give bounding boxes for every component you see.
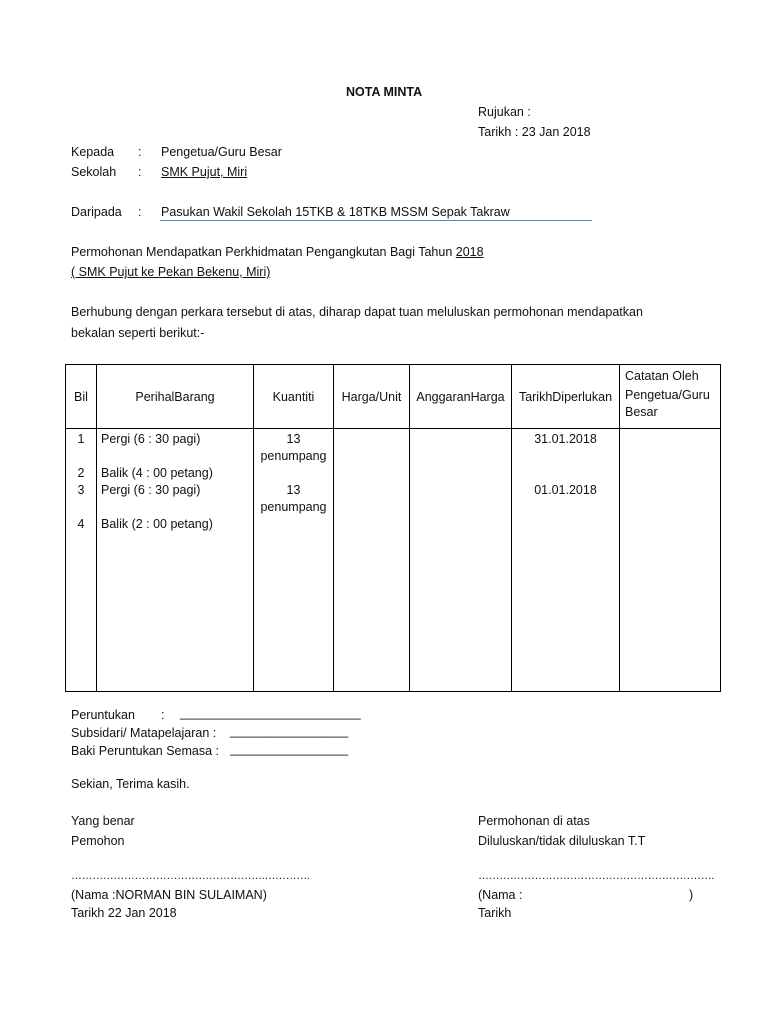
baki-label: Baki Peruntukan Semasa : (71, 744, 219, 758)
baki-line: _________________ (230, 742, 349, 756)
subsidari-label: Subsidari/ Matapelajaran : (71, 726, 217, 740)
nama-left: (Nama :NORMAN BIN SULAIMAN) (71, 888, 267, 902)
bil-3: 3 (77, 483, 85, 497)
tarikh-left: Tarikh 22 Jan 2018 (71, 906, 177, 920)
bil-1: 1 (77, 432, 85, 446)
subject-prefix: Permohonan Mendapatkan Perkhidmatan Pengangkutan Bagi Tahun (71, 245, 456, 259)
header-catatan-3: Besar (625, 405, 658, 419)
tarikh-2: 01.01.2018 (534, 483, 597, 497)
pemohon: Pemohon (71, 834, 125, 848)
peruntukan-colon: : (161, 708, 165, 722)
header-anggaran: AnggaranHarga (410, 365, 512, 429)
kepada-colon: : (138, 145, 142, 159)
cell-bil (66, 429, 97, 692)
subsidari-line: _________________ (230, 724, 349, 738)
peruntukan-line: __________________________ (180, 706, 361, 720)
nama-right-close: ) (689, 888, 694, 902)
header-catatan-2: Pengetua/Guru (625, 388, 710, 402)
perihal-3: Pergi (6 : 30 pagi) (101, 483, 201, 497)
nama-right: (Nama : (478, 888, 523, 902)
kuantiti-2-unit: penumpang (260, 500, 327, 514)
header-catatan-1: Catatan Oleh (625, 369, 699, 383)
kuantiti-2: 13 (286, 483, 301, 497)
bil-4: 4 (77, 517, 85, 531)
subject-line-2: ( SMK Pujut ke Pekan Bekenu, Miri) (71, 265, 271, 279)
header-harga: Harga/Unit (334, 365, 410, 429)
perihal-1: Pergi (6 : 30 pagi) (101, 432, 201, 446)
daripada-value: Pasukan Wakil Sekolah 15TKB & 18TKB MSSM Sepak Takraw (161, 205, 510, 219)
tarikh-1: 31.01.2018 (534, 432, 597, 446)
daripada-colon: : (138, 205, 142, 219)
kuantiti-1: 13 (286, 432, 301, 446)
header-bil: Bil (66, 365, 97, 429)
daripada-underline (160, 220, 592, 221)
sekolah-label: Sekolah (71, 165, 117, 179)
diluluskan: Diluluskan/tidak diluluskan T.T (478, 834, 646, 848)
header-kuantiti: Kuantiti (254, 365, 334, 429)
cell-tarikh (512, 429, 620, 692)
sekolah-value: SMK Pujut, Miri (161, 165, 248, 179)
table-header-row (66, 365, 721, 429)
tarikh-right: Tarikh (478, 906, 512, 920)
date-top: Tarikh : 23 Jan 2018 (478, 125, 591, 139)
cell-perihal (97, 429, 254, 692)
cell-harga (334, 429, 410, 692)
kepada-label: Kepada (71, 145, 115, 159)
subject-line-1 (71, 245, 484, 259)
document-title: NOTA MINTA (346, 85, 423, 99)
kepada-value: Pengetua/Guru Besar (161, 145, 282, 159)
header-tarikh: TarikhDiperlukan (512, 365, 620, 429)
signature-dots-right: …………………………………………………………. (478, 870, 714, 882)
body-line-1: Berhubung dengan perkara tersebut di atas, diharap dapat tuan meluluskan permohonan mendapatkan (71, 305, 643, 319)
request-table (65, 364, 721, 692)
signature-dots-left: ……………………………………………….…………. (71, 870, 310, 882)
kuantiti-1-unit: penumpang (260, 449, 327, 463)
peruntukan-label: Peruntukan (71, 708, 135, 722)
sekolah-colon: : (138, 165, 142, 179)
bil-2: 2 (77, 466, 85, 480)
rujukan-label: Rujukan : (478, 105, 531, 119)
table-row (66, 429, 721, 692)
yang-benar: Yang benar (71, 814, 135, 828)
cell-catatan (620, 429, 721, 692)
perihal-2: Balik (4 : 00 petang) (101, 466, 213, 480)
daripada-label: Daripada (71, 205, 122, 219)
closing-text: Sekian, Terima kasih. (71, 777, 190, 791)
header-perihal: PerihalBarang (97, 365, 254, 429)
permohonan-di-atas: Permohonan di atas (478, 814, 590, 828)
perihal-4: Balik (2 : 00 petang) (101, 517, 213, 531)
body-line-2: bekalan seperti berikut:- (71, 326, 205, 340)
cell-anggaran (410, 429, 512, 692)
header-catatan (620, 365, 721, 429)
subject-year: 2018 (455, 245, 484, 259)
cell-kuantiti (254, 429, 334, 692)
